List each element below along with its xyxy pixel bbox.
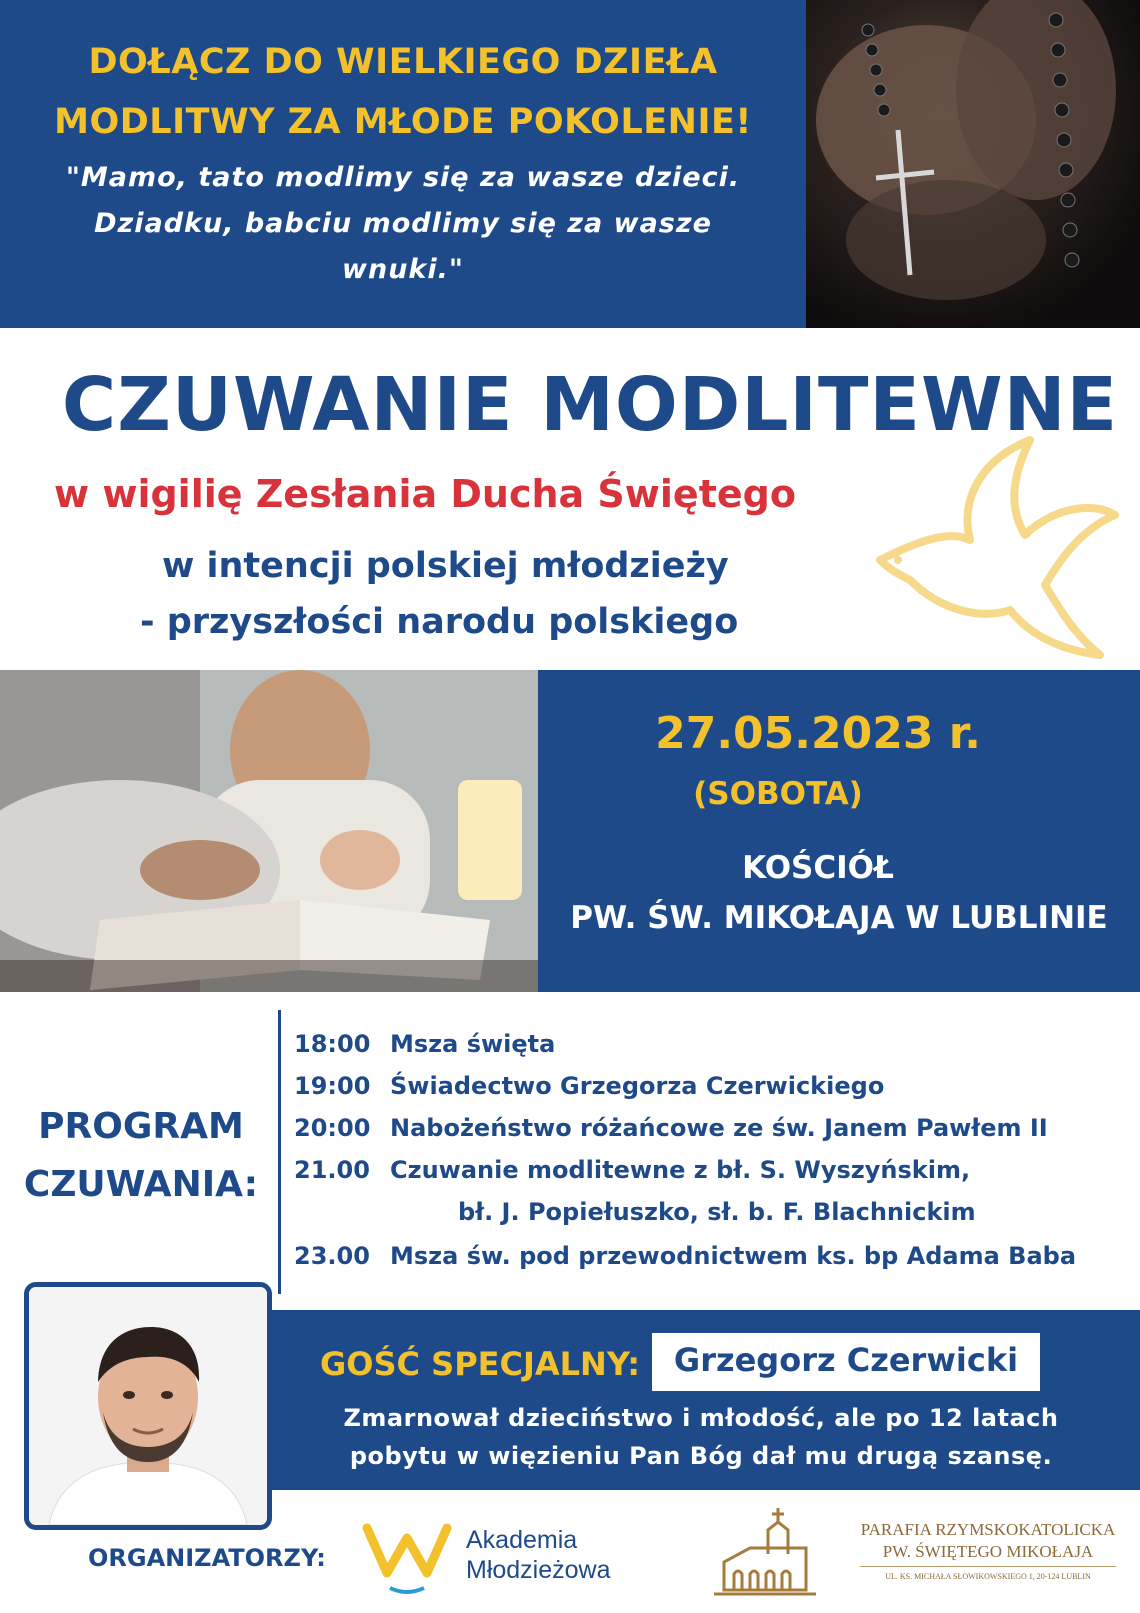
program-divider <box>278 1010 281 1294</box>
guest-description-line-1: Zmarnował dzieciństwo i młodość, ale po 12 latach <box>343 1404 1059 1432</box>
quote-line-3: wnuki." <box>342 254 464 285</box>
headline-line-1: DOŁĄCZ DO WIELKIEGO DZIEŁA <box>88 42 718 82</box>
program-text: Nabożeństwo różańcowe ze św. Janem Pawłem II <box>390 1114 1048 1142</box>
program-item <box>294 1030 555 1058</box>
program-text: bł. J. Popiełuszko, sł. b. F. Blachnickim <box>458 1198 976 1226</box>
program-time: 18:00 <box>294 1030 371 1058</box>
program-time: 21.00 <box>294 1156 370 1184</box>
prayer-photo <box>0 670 538 992</box>
academy-logo-icon <box>362 1518 452 1598</box>
organizers-label: ORGANIZATORZY: <box>88 1544 326 1572</box>
program-text: Msza św. pod przewodnictwem ks. bp Adama Baba <box>390 1242 1077 1270</box>
program-time: 23.00 <box>294 1242 370 1270</box>
program-text: Czuwanie modlitewne z bł. S. Wyszyńskim, <box>390 1156 971 1184</box>
program-label-line-1: PROGRAM <box>38 1106 244 1147</box>
program-text: Świadectwo Grzegorza Czerwickiego <box>390 1072 885 1100</box>
main-title: CZUWANIE MODLITEWNE <box>61 362 1119 448</box>
parish-name-line-2: PW. ŚWIĘTEGO MIKOŁAJA <box>882 1542 1094 1561</box>
program-label-line-2: CZUWANIA: <box>23 1164 259 1205</box>
quote-line-1: "Mamo, tato modlimy się za wasze dzieci. <box>65 162 741 193</box>
subtitle-intention-2: - przyszłości narodu polskiego <box>140 602 739 642</box>
academy-name-line-1: Akademia <box>466 1526 578 1554</box>
event-place-line-1: KOŚCIÓŁ <box>742 850 894 886</box>
program-time: 19:00 <box>294 1072 371 1100</box>
subtitle-vigil: w wigilię Zesłania Ducha Świętego <box>54 472 796 516</box>
church-logo-icon <box>710 1504 820 1600</box>
program-item <box>294 1072 884 1100</box>
academy-name-line-2: Młodzieżowa <box>466 1556 611 1584</box>
program-text: Msza święta <box>390 1030 556 1058</box>
guest-description-line-2: pobytu w więzieniu Pan Bóg dał mu drugą szansę. <box>349 1442 1053 1470</box>
program-item <box>294 1114 1048 1142</box>
event-date: 27.05.2023 r. <box>655 708 981 759</box>
program-time: 20:00 <box>294 1114 371 1142</box>
parish-divider <box>860 1566 1116 1567</box>
dove-icon <box>860 420 1120 670</box>
guest-name: Grzegorz Czerwicki <box>673 1341 1019 1379</box>
program-label <box>16 1098 266 1214</box>
parish-address: UL. KS. MICHAŁA SŁOWIKOWSKIEGO 1, 20-124 LUBLIN <box>885 1572 1091 1581</box>
program-item-continuation <box>458 1198 976 1226</box>
program-item <box>294 1156 970 1184</box>
event-place-line-2: PW. ŚW. MIKOŁAJA W LUBLINIE <box>570 900 1108 936</box>
quote-line-2: Dziadku, babciu modlimy się za wasze <box>94 208 712 239</box>
event-day: (SOBOTA) <box>693 776 863 812</box>
parish-name-line-1: PARAFIA RZYMSKOKATOLICKA <box>860 1520 1116 1539</box>
guest-label: GOŚĆ SPECJALNY: <box>320 1345 641 1383</box>
program-item <box>294 1242 1076 1270</box>
guest-photo <box>24 1282 272 1530</box>
headline-line-2: MODLITWY ZA MŁODE POKOLENIE! <box>54 102 752 142</box>
subtitle-intention-1: w intencji polskiej młodzieży <box>162 546 729 586</box>
rosary-hands-photo <box>806 0 1140 328</box>
